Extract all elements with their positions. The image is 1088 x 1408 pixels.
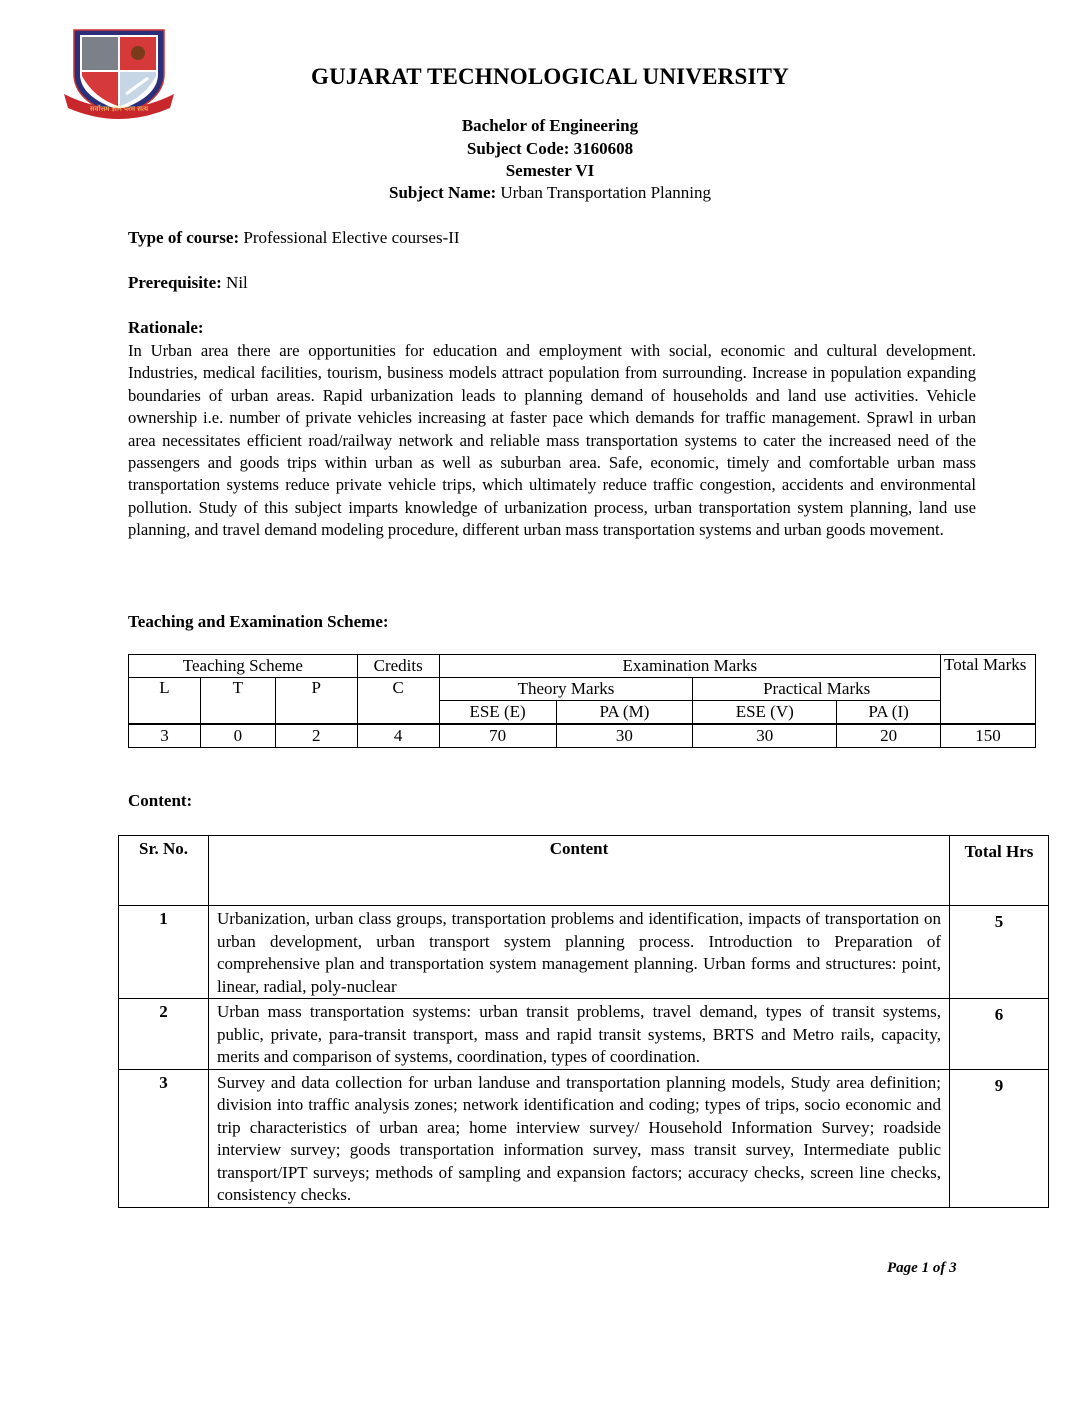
scheme-heading: Teaching and Examination Scheme: (128, 612, 389, 631)
practical-header: P (275, 678, 357, 725)
logo-motto: सर्वोत्तम ज्ञान परम सत्य (89, 105, 149, 113)
scheme-values-row (129, 724, 1036, 748)
rationale-text: In Urban area there are opportunities for education and employment with social, economic and cultural development. Industries, medical facilities, tourism, business models attract population from surrounding. Increase in population expanding boundaries of urban areas. Rapid urbanization leads to planning demand of households and land use activities. Vehicle ownership i.e. number of private vehicles increasing at faster pace which demands for traffic management. Sprawl in urban area necessitates efficient road/railway network and reliable mass transportation systems to cater the increased need of the passengers and goods trips within urban as well as suburban area. Safe, economic, timely and comfortable urban mass transportation systems reduce private vehicle trips, which ultimately reduce traffic congestion, accidents and environmental pollution. Study of this subject imparts knowledge of urbanization process, urban transportation system planning, land use planning, and travel demand modeling procedure, different urban mass transportation systems and urban goods movement. (128, 341, 976, 540)
value-ese-v: 30 (693, 724, 837, 748)
row-sr-no: 1 (119, 906, 209, 999)
course-type-value: Professional Elective courses-II (243, 228, 460, 247)
content-table (118, 835, 1049, 1208)
row-content: Urban mass transportation systems: urban transit problems, travel demand, types of transit systems, public, private, para-transit transport, mass and rapid transit systems, BRTS and Metro rails, capacity, merits and comparison of systems, coordination, types of coordination. (209, 999, 950, 1070)
pa-i-header: PA (I) (837, 701, 941, 725)
prerequisite-label: Prerequisite: (128, 273, 222, 292)
rationale-heading: Rationale: (128, 318, 204, 337)
value-t: 0 (200, 724, 275, 748)
teaching-exam-scheme-table (128, 654, 1036, 748)
practical-marks-header: Practical Marks (693, 678, 941, 701)
value-c: 4 (357, 724, 439, 748)
credits-header: Credits (357, 655, 439, 678)
subject-code-label: Subject Code: (466, 139, 570, 158)
credit-header: C (357, 678, 439, 725)
value-pa-m: 30 (556, 724, 693, 748)
row-content: Survey and data collection for urban landuse and transportation planning models, Study area definition; division into traffic analysis zones; network identification and coding; types of trips, socio economic and trip characteristics of urban area; home interview survey/ Household Information Survey; roadside interview survey; goods transportation information survey, mass transit survey, Intermediate public transport/IPT surveys; methods of sampling and expansion factors; accuracy checks, screen line checks, consistency checks. (209, 1069, 950, 1207)
ese-e-header: ESE (E) (439, 701, 556, 725)
row-sr-no: 2 (119, 999, 209, 1070)
row-hours: 9 (950, 1069, 1049, 1207)
content-heading: Content: (128, 791, 193, 810)
row-sr-no: 3 (119, 1069, 209, 1207)
subject-code-value: 3160608 (573, 139, 634, 158)
lecture-header: L (129, 678, 201, 725)
prerequisite-value: Nil (226, 273, 248, 292)
row-content: Urbanization, urban class groups, transportation problems and identification, impacts of transportation on urban development, urban transport system planning process. Introduction to Preparation of comprehensive plan and transportation system management planning. Urban forms and structures: point, linear, radial, poly-nuclear (209, 906, 950, 999)
degree: Bachelor of Engineering (461, 116, 639, 135)
table-row (119, 906, 1049, 999)
value-pa-i: 20 (837, 724, 941, 748)
value-ese-e: 70 (439, 724, 556, 748)
total-hrs-header: Total Hrs (950, 836, 1049, 906)
pa-m-header: PA (M) (556, 701, 693, 725)
value-p: 2 (275, 724, 357, 748)
value-l: 3 (129, 724, 201, 748)
prerequisite (128, 273, 248, 293)
value-total: 150 (941, 724, 1036, 748)
row-hours: 5 (950, 906, 1049, 999)
table-row (119, 999, 1049, 1070)
ese-v-header: ESE (V) (693, 701, 837, 725)
semester: Semester VI (505, 161, 595, 180)
page-number: Page 1 of 3 (887, 1260, 957, 1276)
tutorial-header: T (200, 678, 275, 725)
sr-no-header: Sr. No. (119, 836, 209, 906)
total-marks-header: Total Marks (941, 655, 1036, 725)
teaching-scheme-header: Teaching Scheme (129, 655, 358, 678)
subject-name-label: Subject Name: (388, 183, 497, 202)
subject-name-value: Urban Transportation Planning (500, 183, 712, 202)
course-type (128, 228, 460, 248)
subject-code (0, 139, 1088, 159)
subject-name (0, 183, 1088, 203)
table-row (119, 1069, 1049, 1207)
row-hours: 6 (950, 999, 1049, 1070)
content-header: Content (209, 836, 950, 906)
university-title: GUJARAT TECHNOLOGICAL UNIVERSITY (310, 64, 789, 89)
theory-marks-header: Theory Marks (439, 678, 693, 701)
course-type-label: Type of course: (128, 228, 240, 247)
exam-marks-header: Examination Marks (439, 655, 940, 678)
